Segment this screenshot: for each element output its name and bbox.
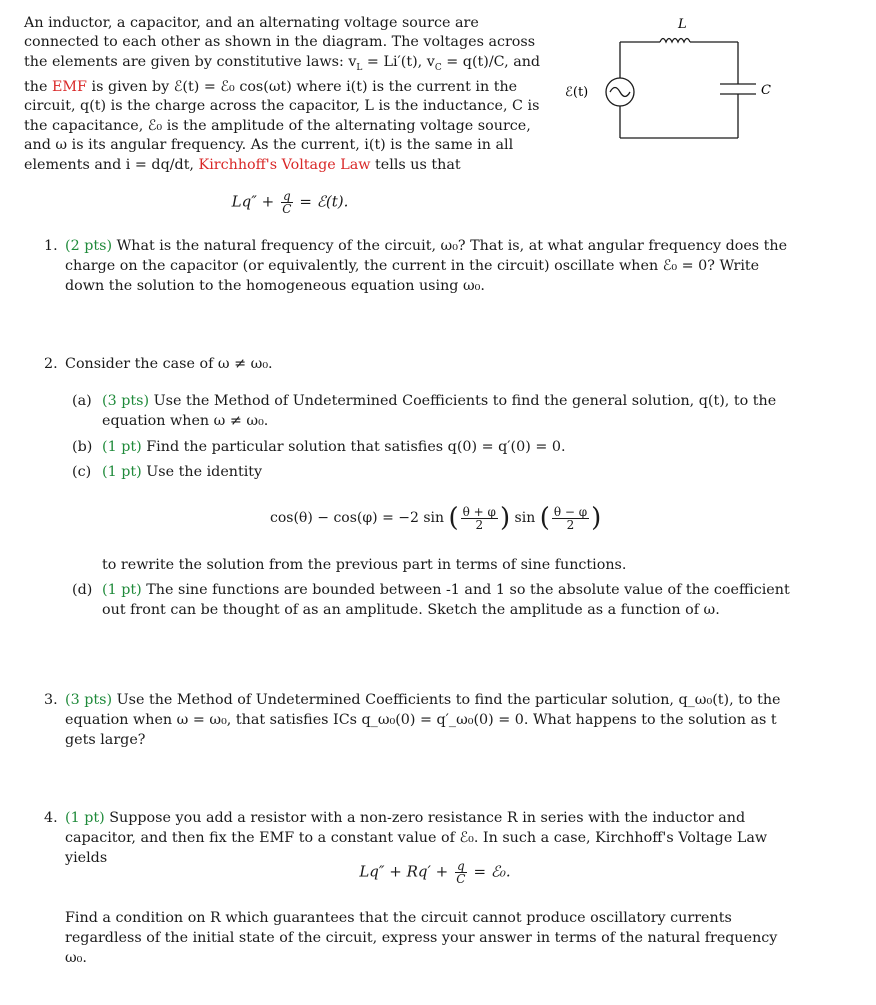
question-4-after: Find a condition on R which guarantees that the circuit cannot produce oscillatory currents regardless of the initial state of the circuit, express your answer in terms of the natural frequency ω₀. — [65, 910, 778, 966]
question-2c: (c) (1 pt) Use the identity — [72, 464, 263, 480]
kvl-link[interactable]: Kirchhoff's Voltage Law — [198, 156, 371, 173]
question-3: 3. (3 pts) Use the Method of Undetermined Coefficients to find the particular solution, q_ω₀(t), to the equation when ω = ω₀, that satisfies ICs q_ω₀(0) = q′_ω₀(0) = 0. What happens to the solution as t gets large? — [44, 692, 781, 748]
label-capacitor: C — [761, 83, 771, 98]
q1-points: (2 pts) — [65, 238, 113, 254]
trig-identity: cos(θ) − cos(φ) = −2 sin ( $\frac{\theta + \varphi}{2}$ ) sin ( $\frac{\theta - \varphi}{2}$ ) — [270, 503, 602, 533]
q4-points: (1 pt) — [65, 810, 105, 826]
q3-points: (3 pts) — [65, 692, 113, 708]
question-1: 1. (2 pts) What is the natural frequency of the circuit, ω₀? That is, at what angular frequency does the charge on the capacitor (or equivalently, the current in the circuit) oscillate when ℰ₀ = 0? Write down the solution to the homogeneous equation using ω₀. — [44, 238, 788, 294]
equation-rlc: Lq″ + Rq′ + $\frac{q}{C}$ = ℰ₀. — [359, 859, 511, 886]
q2c-points: (1 pt) — [102, 464, 142, 480]
question-2: 2. Consider the case of ω ≠ ω₀. — [44, 356, 273, 372]
emf-link[interactable]: EMF — [51, 79, 87, 96]
circuit-diagram — [560, 10, 800, 150]
question-2c-after: to rewrite the solution from the previous part in terms of sine functions. — [102, 557, 627, 573]
question-4: 4. (1 pt) Suppose you add a resistor with a non-zero resistance R in series with the inductor and capacitor, and then fix the EMF to a constant value of ℰ₀. In such a case, Kirchhoff's Voltage Law yields — [44, 810, 768, 866]
label-inductor: L — [678, 17, 687, 32]
q2a-points: (3 pts) — [102, 393, 150, 409]
equation-kvl: Lq″ + $\frac{q}{C}$ = ℰ(t). — [231, 189, 349, 216]
inductor-coil — [660, 39, 690, 43]
intro-paragraph: An inductor, a capacitor, and an alternating voltage source are connected to each other as shown in the diagram. The voltages across the elements are given by constitutive laws: $v_L = Li'(t)$, $v_C = q(t)/C$, and the EMF is given by ℰ(t) = ℰ₀ cos(ωt) where i(t) is the current in the circuit, q(t) is the charge across the capacitor, L is the inductance, C is the capacitance, ℰ₀ is the amplitude of the alternating voltage source, and ω is its angular frequency. As the current, i(t) is the same in all elements and i = dq/dt, Kirchhoff's Voltage Law tells us that — [24, 15, 541, 173]
question-2a: (a) (3 pts) Use the Method of Undetermined Coefficients to find the general solution, q(t), to the equation when ω ≠ ω₀. — [72, 393, 777, 429]
question-2d: (d) (1 pt) The sine functions are bounded between -1 and 1 so the absolute value of the coefficient out front can be thought of as an amplitude. Sketch the amplitude as a function of ω. — [72, 582, 790, 618]
q2b-points: (1 pt) — [102, 439, 142, 455]
question-2b: (b) (1 pt) Find the particular solution that satisfies q(0) = q′(0) = 0. — [72, 439, 566, 455]
q2d-points: (1 pt) — [102, 582, 142, 598]
label-emf: ℰ(t) — [565, 85, 589, 100]
